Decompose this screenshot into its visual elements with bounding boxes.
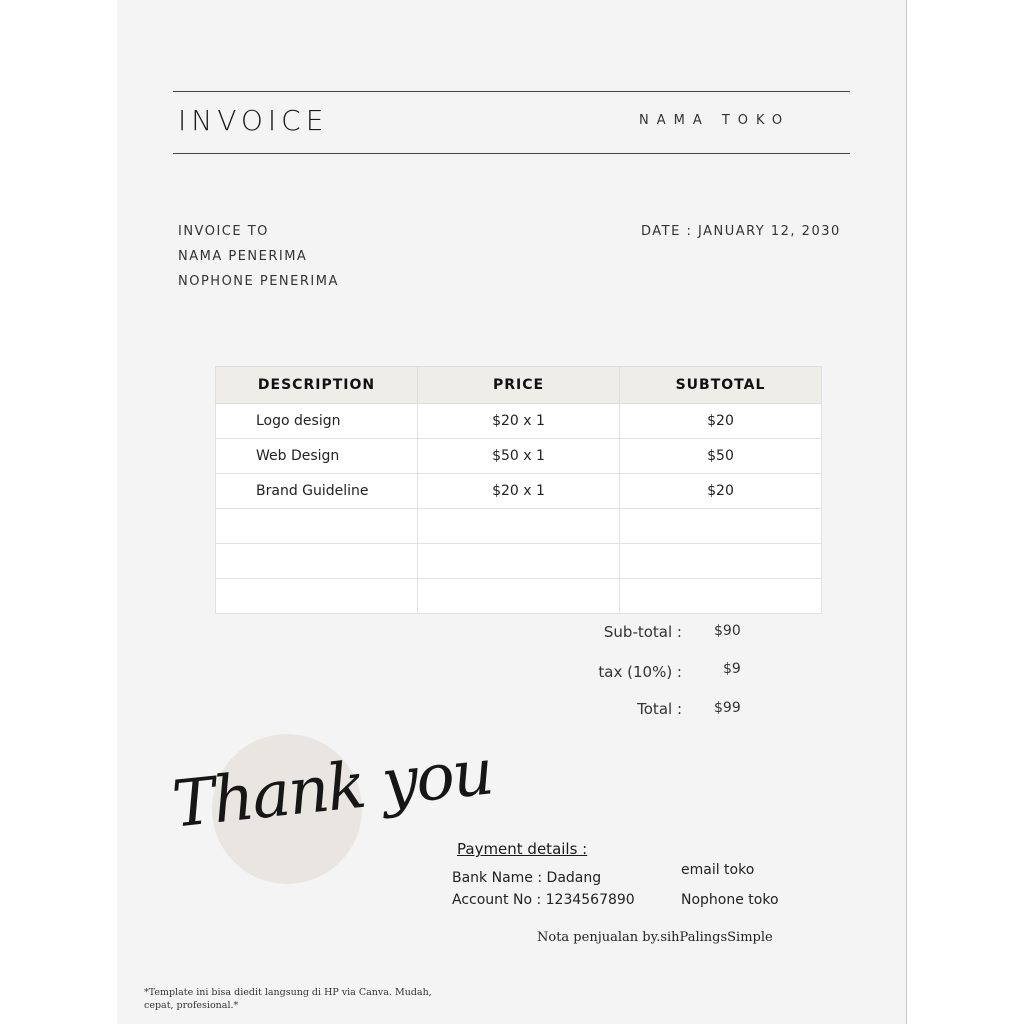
store-email: email toko [681, 862, 755, 878]
item-price: $20 x 1 [418, 474, 620, 509]
tax-label: tax (10%) : [598, 663, 682, 681]
item-subtotal: $20 [620, 474, 822, 509]
item-price: $20 x 1 [418, 404, 620, 439]
bank-name: Bank Name : Dadang [452, 870, 602, 886]
item-description [216, 544, 418, 579]
item-subtotal: $20 [620, 404, 822, 439]
invoice-title: INVOICE [178, 104, 329, 137]
column-header-price: PRICE [418, 367, 620, 404]
item-description: Web Design [216, 439, 418, 474]
table-row [216, 439, 822, 474]
column-header-subtotal: SUBTOTAL [620, 367, 822, 404]
item-description [216, 509, 418, 544]
item-subtotal [620, 579, 822, 614]
subtotal-label: Sub-total : [603, 623, 682, 641]
item-description: Logo design [216, 404, 418, 439]
table-header-row [216, 367, 822, 404]
item-price: $50 x 1 [418, 439, 620, 474]
item-description: Brand Guideline [216, 474, 418, 509]
item-price [418, 544, 620, 579]
items-table [215, 366, 822, 614]
subtotal-value: $90 [714, 623, 741, 639]
thank-you-script: Thank you [169, 735, 496, 843]
table-row [216, 404, 822, 439]
store-name: NAMA TOKO [639, 113, 791, 128]
table-row [216, 509, 822, 544]
item-description [216, 579, 418, 614]
tax-value: $9 [723, 661, 741, 677]
header-bottom-rule [173, 153, 850, 154]
invoice-to-label: INVOICE TO [178, 224, 269, 239]
item-price [418, 509, 620, 544]
column-header-description: DESCRIPTION [216, 367, 418, 404]
table-row [216, 474, 822, 509]
table-row [216, 544, 822, 579]
invoice-date: DATE : JANUARY 12, 2030 [641, 224, 841, 239]
recipient-phone: NOPHONE PENERIMA [178, 274, 339, 289]
credit-line: Nota penjualan by.sihPalingsSimple [537, 930, 773, 945]
template-footnote: *Template ini bisa diedit langsung di HP via Canva. Mudah, cepat, profesional.* [144, 987, 432, 1011]
item-price [418, 579, 620, 614]
item-subtotal: $50 [620, 439, 822, 474]
total-label: Total : [637, 700, 682, 718]
total-value: $99 [714, 700, 741, 716]
table-row [216, 579, 822, 614]
item-subtotal [620, 509, 822, 544]
store-phone: Nophone toko [681, 892, 779, 908]
item-subtotal [620, 544, 822, 579]
header-top-rule [173, 91, 850, 92]
recipient-name: NAMA PENERIMA [178, 249, 308, 264]
account-number: Account No : 1234567890 [452, 892, 635, 908]
payment-details-title: Payment details : [457, 840, 588, 858]
